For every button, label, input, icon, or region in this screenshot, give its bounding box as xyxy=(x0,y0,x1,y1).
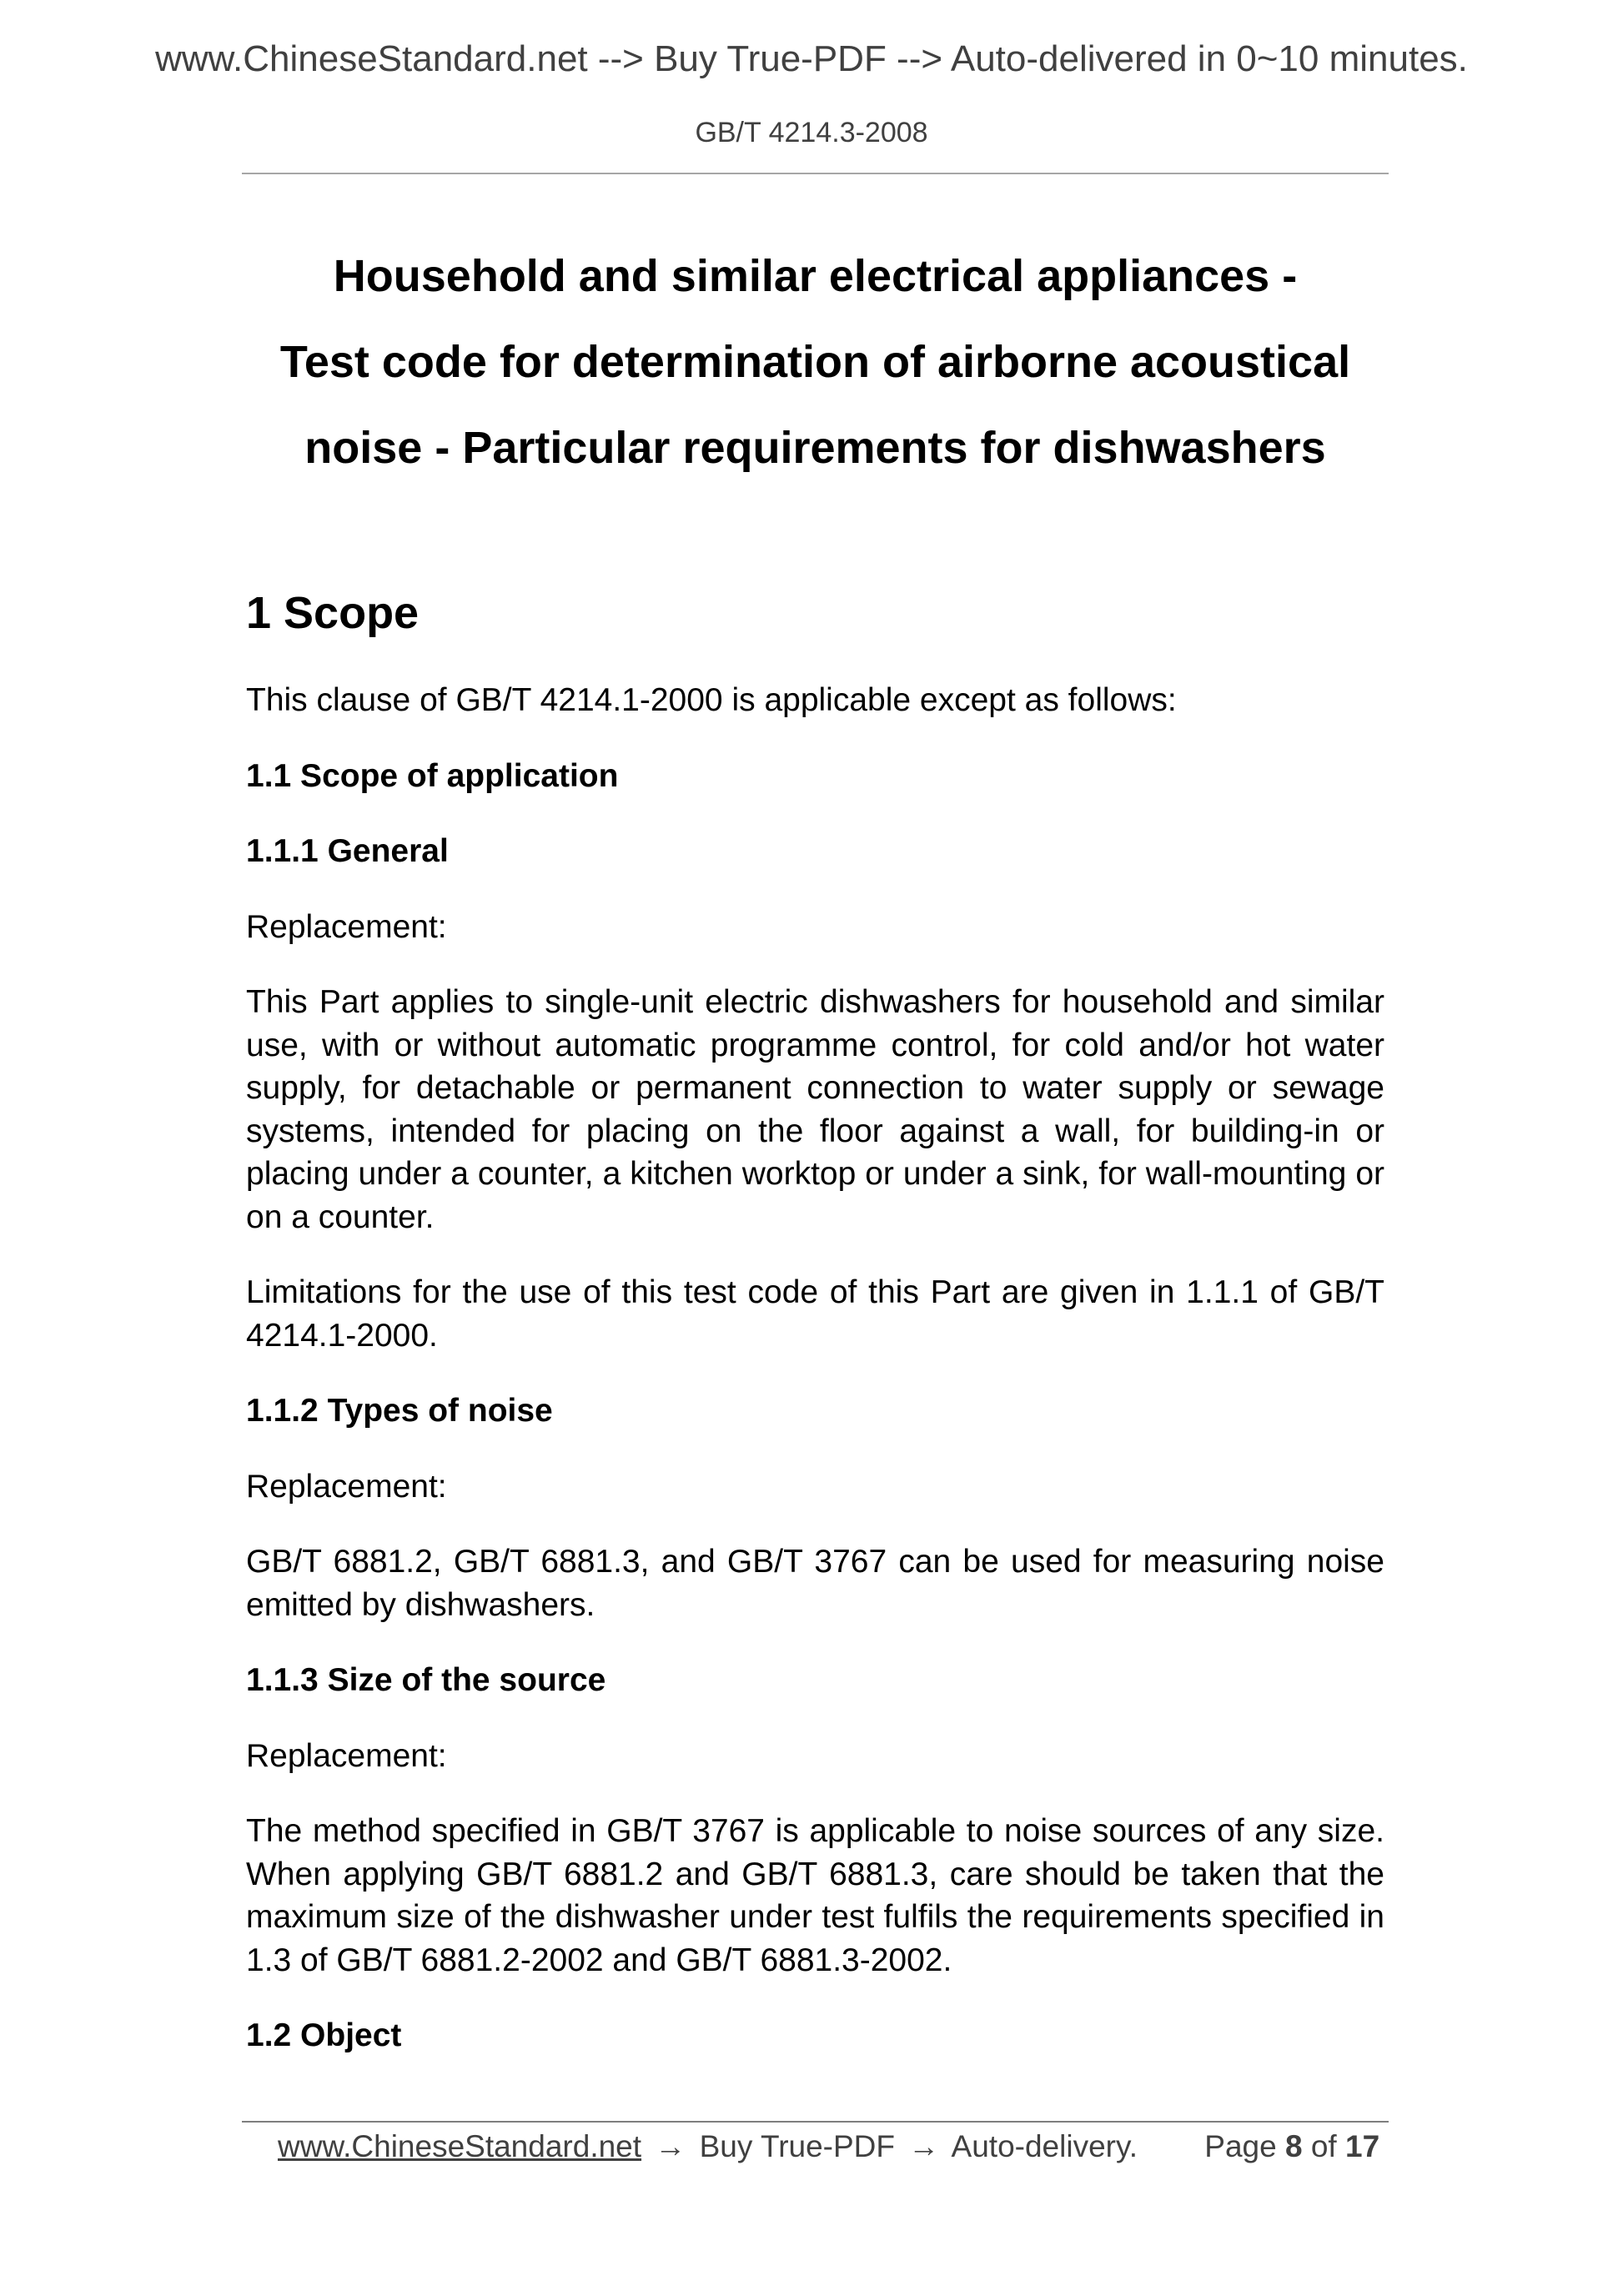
page-indicator xyxy=(1204,2129,1379,2163)
arrow-right-icon: → xyxy=(908,2129,940,2163)
title-line-1: Household and similar electrical appliances - xyxy=(333,251,1298,301)
arrow-right-icon: → xyxy=(655,2129,686,2163)
section-1-1-3-heading: 1.1.3 Size of the source xyxy=(246,1662,606,1698)
document-code: GB/T 4214.3-2008 xyxy=(695,117,928,148)
section-1-2-heading: 1.2 Object xyxy=(246,2017,402,2053)
top-banner: www.ChineseStandard.net --> Buy True-PDF --> Auto-delivered in 0~10 minutes. xyxy=(155,38,1468,79)
section-1-heading: 1 Scope xyxy=(246,588,420,638)
title-line-3: noise - Particular requirements for dishwashers xyxy=(304,423,1326,473)
title-line-2: Test code for determination of airborne acoustical xyxy=(279,337,1351,387)
section-1-1-heading: 1.1 Scope of application xyxy=(246,757,619,794)
page-label: Page xyxy=(1204,2129,1277,2163)
section-1-1-2-paragraph: GB/T 6881.2, GB/T 6881.3, and GB/T 3767 can be used for measuring noise emitted by dishwashers. xyxy=(246,1544,1384,1623)
section-1-1-2-heading: 1.1.2 Types of noise xyxy=(246,1393,553,1429)
footer-divider xyxy=(242,2121,1389,2123)
header-divider xyxy=(242,173,1389,174)
section-1-1-2-replacement: Replacement: xyxy=(246,1468,447,1505)
footer-buy-text: Buy True-PDF xyxy=(699,2129,896,2163)
section-1-1-1-paragraph-1: This Part applies to single-unit electric dishwashers for household and similar use, with or without automatic programme control, for cold and/or hot water supply, for detachable or permanent connection to water supply or sewage systems, intended for placing on the floor against a wall, for building-in or placing under a counter, a kitchen worktop or under a sink, for wall-mounting or on a counter. xyxy=(246,984,1384,1235)
section-1-1-1-heading: 1.1.1 General xyxy=(246,833,449,869)
section-1-1-3-replacement: Replacement: xyxy=(246,1737,447,1774)
section-1-1-1-replacement: Replacement: xyxy=(246,908,447,945)
footer-site-link[interactable]: www.ChineseStandard.net xyxy=(278,2129,642,2163)
page-total: 17 xyxy=(1345,2129,1380,2163)
section-1-intro: This clause of GB/T 4214.1-2000 is applicable except as follows: xyxy=(246,682,1177,718)
section-1-1-3-paragraph: The method specified in GB/T 3767 is applicable to noise sources of any size. When applying GB/T 6881.2 and GB/T 6881.3, care should be taken that the maximum size of the dishwasher under test fulfils the requirements specified in 1.3 of GB/T 6881.2-2002 and GB/T 6881.3-2002. xyxy=(246,1813,1384,1978)
of-label: of xyxy=(1310,2129,1337,2163)
document-title xyxy=(242,234,1389,491)
footer-delivery-text: Auto-delivery. xyxy=(951,2129,1138,2163)
page-footer xyxy=(278,2129,1379,2164)
page-number: 8 xyxy=(1285,2129,1303,2163)
section-1-1-1-paragraph-2: Limitations for the use of this test code of this Part are given in 1.1.1 of GB/T 4214.1-2000. xyxy=(246,1274,1384,1354)
document-body xyxy=(246,584,1384,2090)
